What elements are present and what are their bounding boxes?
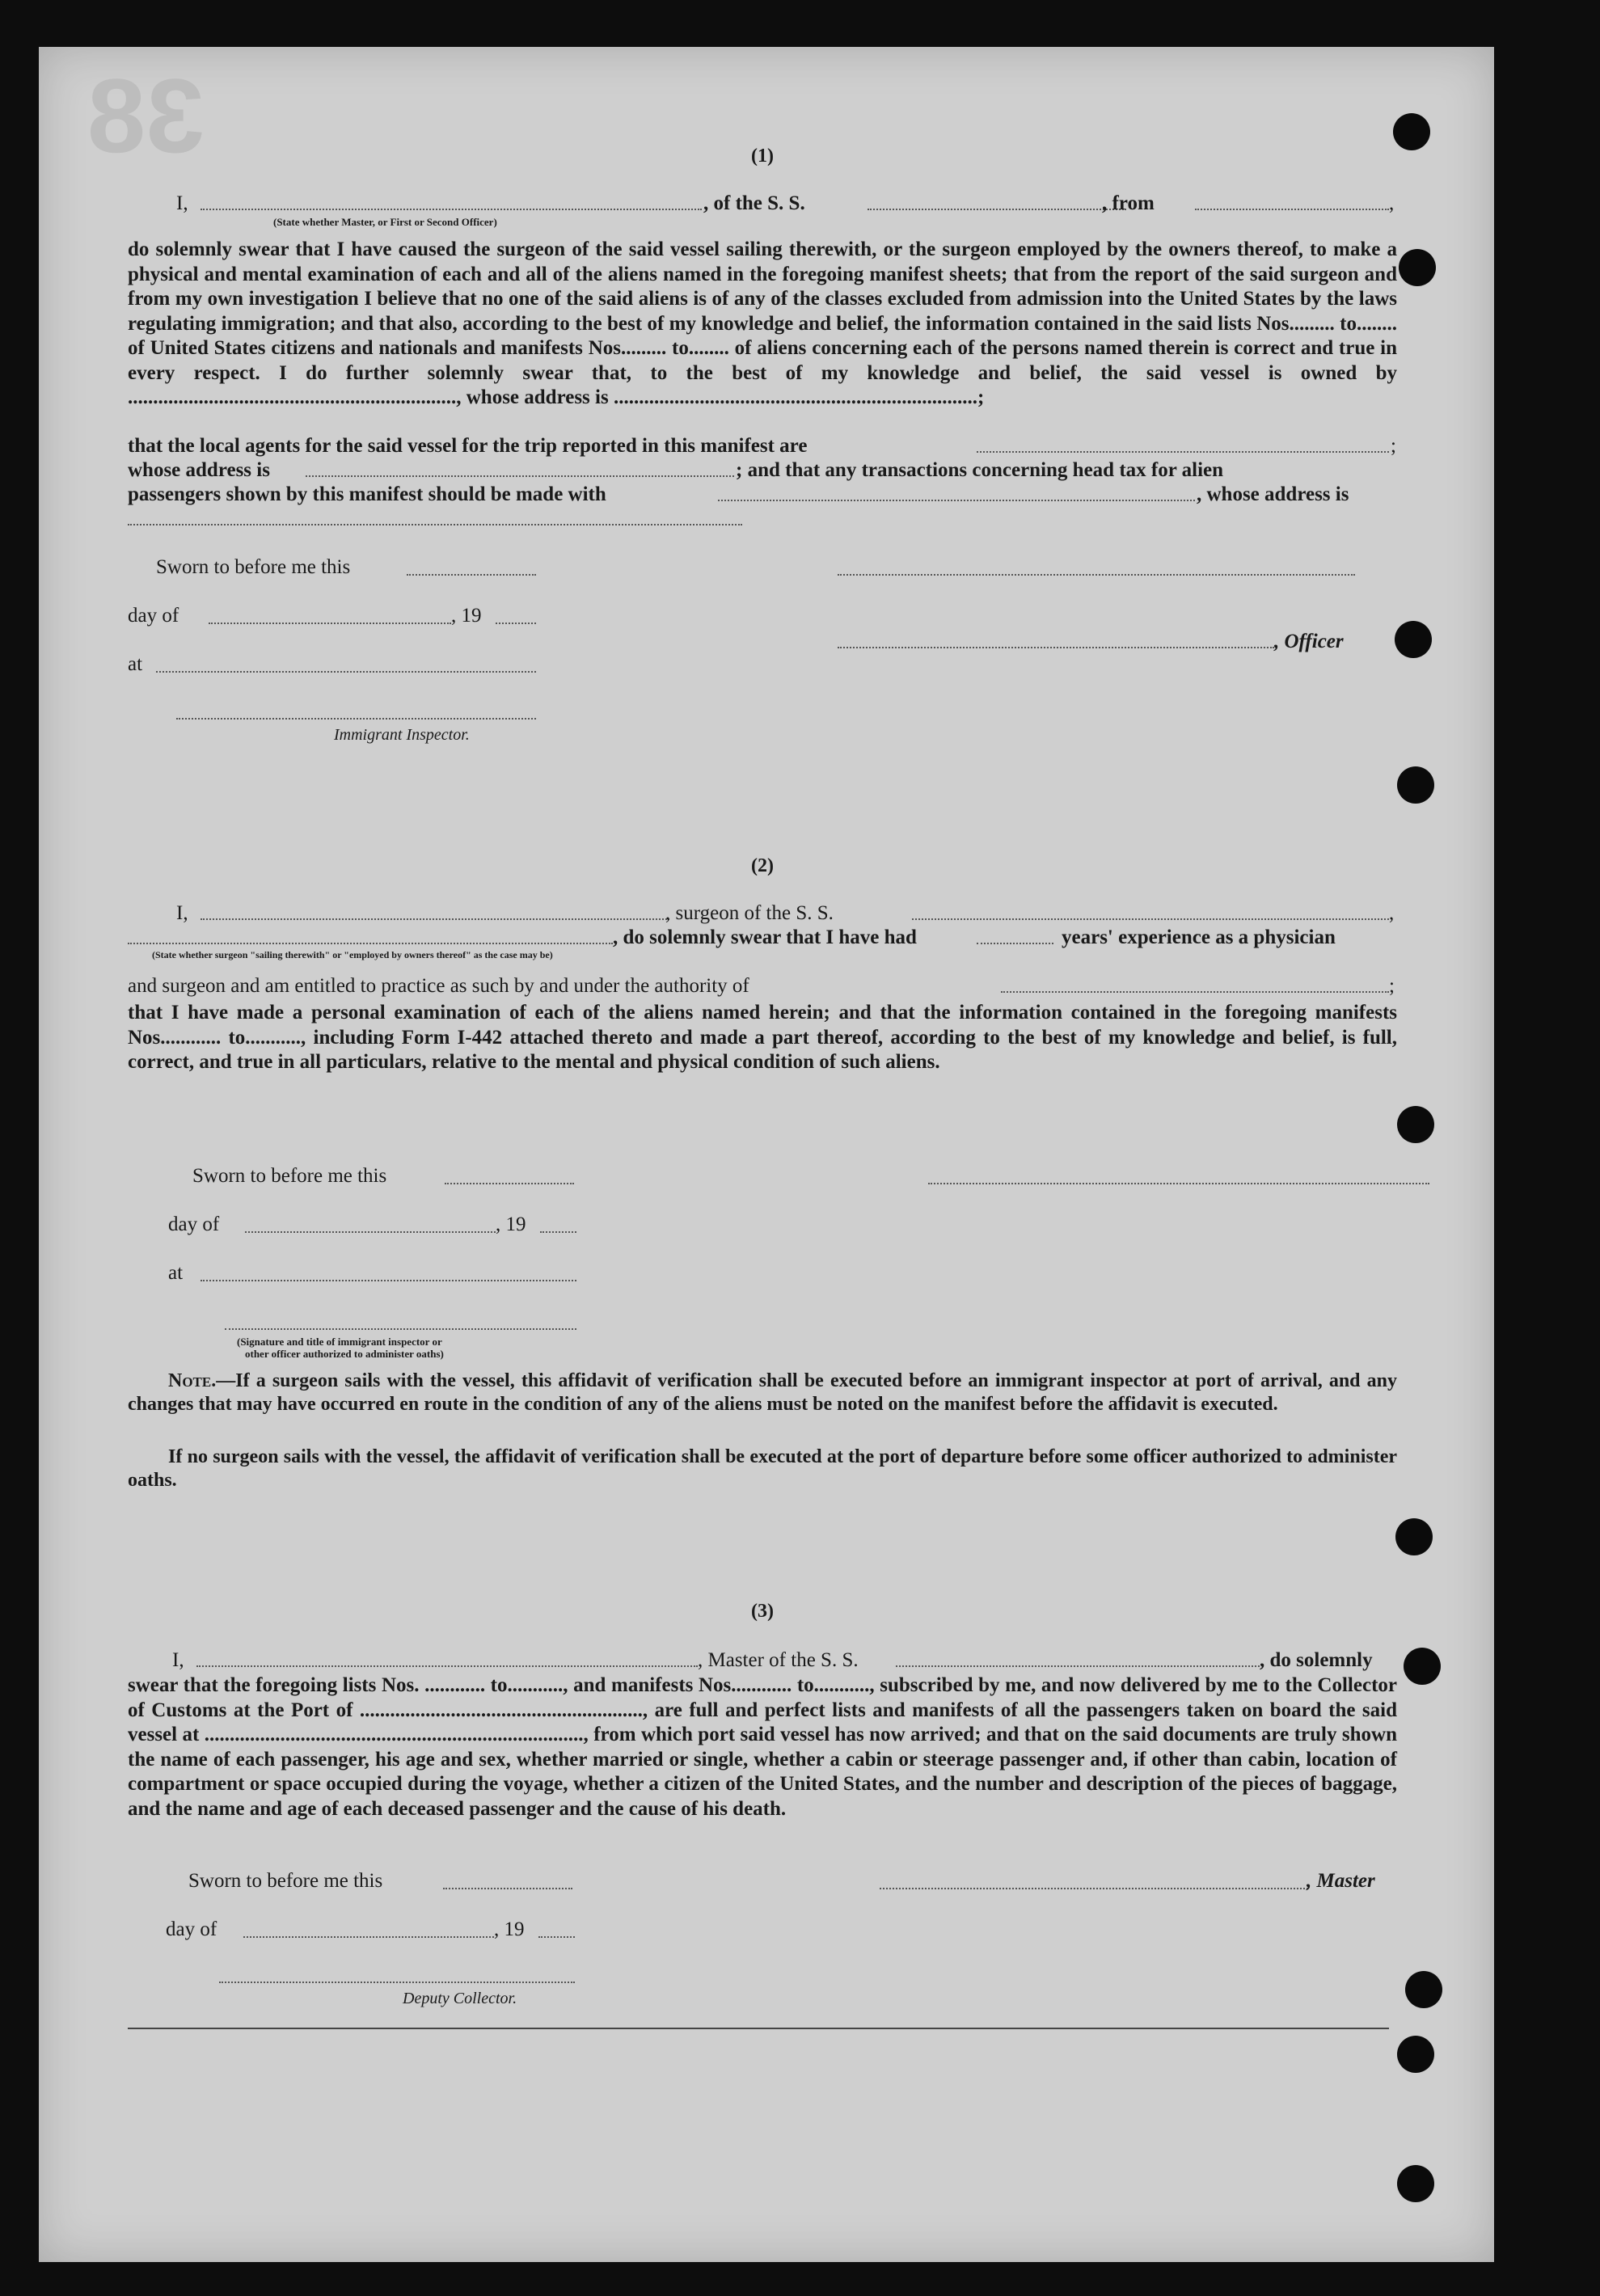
punch-hole bbox=[1393, 113, 1430, 150]
s2-vessel-field[interactable] bbox=[912, 918, 1389, 920]
punch-hole bbox=[1405, 1971, 1442, 2008]
section-1-number: (1) bbox=[751, 146, 774, 167]
s1-agents-end: ; bbox=[1391, 435, 1396, 457]
s2-sig-caption-2: other officer authorized to administer oaths) bbox=[245, 1348, 444, 1360]
s2-note-text: —If a surgeon sails with the vessel, this affidavit of verification shall be executed before an immigrant inspector at port of arrival, and any changes that may have occurred en route in the condition of any of the aliens must be noted on the manifest before the affidavit is executed. bbox=[128, 1370, 1397, 1415]
s1-body: do solemnly swear that I have caused the surgeon of the said vessel sailing therewith, or the surgeon employed by the owners thereof, to make a physical and mental examination of each and all of the aliens named in the foregoing manifest sheets; that from the report of the said surgeon and from my own investigation I believe that no one of the said aliens is of any of the classes excluded from admission into the United States by the laws regulating immigration; and that also, according to the best of my knowledge and belief, the information contained in the said lists Nos......... to........ of United States citizens and nationals and manifests Nos......... to........ of aliens concerning each of the persons named therein is correct and true in every respect. I do further solemnly swear that, to the best of my knowledge and belief, the said vessel is owned by ................................................................., whose address is ........................................................................; bbox=[128, 238, 1397, 408]
s2-day-field[interactable] bbox=[245, 1231, 496, 1233]
s2-year-label: , 19 bbox=[496, 1213, 526, 1235]
bottom-rule bbox=[128, 2028, 1389, 2029]
s3-master-label: , Master bbox=[1307, 1870, 1375, 1892]
s3-master-name-field[interactable] bbox=[196, 1665, 698, 1667]
s3-collector-label: Deputy Collector. bbox=[403, 1990, 517, 2007]
s2-surgeon-name-field[interactable] bbox=[201, 918, 669, 920]
punch-hole bbox=[1395, 1518, 1433, 1555]
s3-day-label: day of bbox=[166, 1918, 217, 1940]
s1-vessel-field[interactable] bbox=[868, 209, 1126, 210]
punch-hole bbox=[1397, 2036, 1434, 2073]
s3-line1-i: I, bbox=[172, 1649, 184, 1671]
s3-collector-signature-field[interactable] bbox=[219, 1982, 575, 1983]
s2-line2-swear: , do solemnly swear that I have had bbox=[613, 926, 917, 948]
s2-line1-i: I, bbox=[176, 902, 188, 924]
s1-line1-i: I, bbox=[176, 192, 188, 214]
s2-authority-end: ; bbox=[1389, 975, 1395, 997]
s2-status-field[interactable] bbox=[128, 943, 613, 944]
punch-hole bbox=[1397, 1106, 1434, 1143]
s2-caption: (State whether surgeon "sailing therewith" or "employed by owners thereof" as the case may be) bbox=[152, 949, 553, 960]
s2-years-field[interactable] bbox=[977, 943, 1053, 944]
s1-headtax-address-field[interactable] bbox=[128, 524, 742, 525]
s2-line2-physician: years' experience as a physician bbox=[1062, 926, 1336, 948]
s2-year-field[interactable] bbox=[540, 1231, 576, 1233]
bleed-through-page-number: 38 bbox=[87, 57, 205, 175]
s1-whose-address: , whose address is bbox=[1197, 483, 1349, 505]
punch-hole bbox=[1397, 2165, 1434, 2202]
s2-inspector-signature-field[interactable] bbox=[225, 1328, 576, 1330]
s1-line1-from: , from bbox=[1102, 192, 1155, 214]
form-sheet bbox=[39, 47, 1494, 2262]
s2-sig-caption-1: (Signature and title of immigrant inspector or bbox=[237, 1336, 442, 1348]
s1-at-field[interactable] bbox=[156, 671, 536, 673]
s2-sworn-field[interactable] bbox=[445, 1183, 574, 1184]
s2-day-label: day of bbox=[168, 1213, 220, 1235]
s1-line1-end: , bbox=[1389, 192, 1395, 214]
s1-headtax-contact-field[interactable] bbox=[718, 500, 1195, 501]
s1-day-label: day of bbox=[128, 605, 179, 627]
punch-hole bbox=[1395, 621, 1432, 658]
s2-note2: If no surgeon sails with the vessel, the affidavit of verification shall be executed at the port of departure before some officer authorized to administer oaths. bbox=[128, 1446, 1397, 1491]
s1-officer-label: , Officer bbox=[1274, 631, 1344, 652]
s1-inspector-signature-field[interactable] bbox=[176, 718, 536, 720]
s2-line1-end: , bbox=[1389, 902, 1395, 924]
section-3-number: (3) bbox=[751, 1601, 774, 1622]
s1-year-field[interactable] bbox=[496, 623, 536, 624]
s3-vessel-field[interactable] bbox=[896, 1665, 1260, 1667]
s2-signature-field[interactable] bbox=[928, 1183, 1429, 1184]
s1-officer-signature-field[interactable] bbox=[838, 647, 1274, 648]
s2-body: that I have made a personal examination of each of the aliens named herein; and that the information contained in the foregoing manifests Nos............ to..........., including Form I-442 attached thereto and made a part thereof, according to the best of my knowledge and belief, is full, correct, and true in all particulars, relative to the mental and physical condition of such aliens. bbox=[128, 1002, 1397, 1073]
s3-year-field[interactable] bbox=[538, 1936, 575, 1938]
section-2-number: (2) bbox=[751, 855, 774, 876]
punch-hole bbox=[1399, 249, 1436, 286]
s3-year-label: , 19 bbox=[494, 1918, 525, 1940]
s2-note-label: Note. bbox=[168, 1370, 217, 1391]
s3-sworn-label: Sworn to before me this bbox=[188, 1870, 383, 1892]
s1-inspector-label: Immigrant Inspector. bbox=[334, 726, 470, 744]
s1-headtax-text: ; and that any transactions concerning head tax for alien bbox=[736, 459, 1224, 481]
s2-at-label: at bbox=[168, 1262, 184, 1284]
s2-authority-label: and surgeon and am entitled to practice as such by and under the authority of bbox=[128, 975, 749, 997]
s2-note bbox=[128, 1370, 1397, 1416]
s1-at-label: at bbox=[128, 653, 143, 675]
s1-sworn-field[interactable] bbox=[407, 574, 536, 576]
s3-master-signature-field[interactable] bbox=[880, 1888, 1308, 1889]
s1-from-field[interactable] bbox=[1195, 209, 1389, 210]
s3-line1-ss: , Master of the S. S. bbox=[698, 1649, 859, 1671]
s2-at-field[interactable] bbox=[201, 1280, 576, 1281]
s1-year-label: , 19 bbox=[451, 605, 482, 627]
s1-agents-address-field[interactable] bbox=[306, 475, 734, 477]
s1-whose-label: whose address is bbox=[128, 459, 270, 481]
s1-sworn-label: Sworn to before me this bbox=[156, 556, 351, 578]
s2-line1-ss: , surgeon of the S. S. bbox=[665, 902, 834, 924]
punch-hole bbox=[1397, 766, 1434, 804]
s1-signature-field[interactable] bbox=[838, 574, 1355, 576]
s1-passengers-label: passengers shown by this manifest should be made with bbox=[128, 483, 606, 505]
s1-officer-name-field[interactable] bbox=[201, 209, 702, 210]
s3-line1-solemnly: , do solemnly bbox=[1260, 1649, 1373, 1671]
s3-body: swear that the foregoing lists Nos. ............ to..........., and manifests Nos............ to..........., subscribed by me, and now delivered by me to the Collector of Customs at the Port of ........................................................, are full and perfect lists and manifests of all the passengers taken on board the said vessel at ..........................................................................., from which port said vessel has now arrived; and that on the said documents are truly shown the name of each passenger, his age and sex, whether married or single, whether a cabin or steerage passenger and, if other than cabin, location of compartment or space occupied during the voyage, whether a citizen of the United States, and the number and description of the pieces of baggage, and the name and age of each deceased passenger and the cause of his death. bbox=[128, 1674, 1397, 1820]
s1-day-field[interactable] bbox=[209, 623, 451, 624]
punch-hole bbox=[1404, 1648, 1441, 1685]
s3-sworn-field[interactable] bbox=[443, 1888, 572, 1889]
s1-line1-ss: , of the S. S. bbox=[703, 192, 805, 214]
s3-day-field[interactable] bbox=[243, 1936, 494, 1938]
s2-authority-field[interactable] bbox=[1001, 991, 1389, 993]
s1-caption: (State whether Master, or First or Second Officer) bbox=[273, 216, 497, 228]
s2-sworn-label: Sworn to before me this bbox=[192, 1165, 387, 1187]
s1-agents-field[interactable] bbox=[977, 451, 1389, 453]
s1-agents-label: that the local agents for the said vessel for the trip reported in this manifest are bbox=[128, 435, 808, 457]
